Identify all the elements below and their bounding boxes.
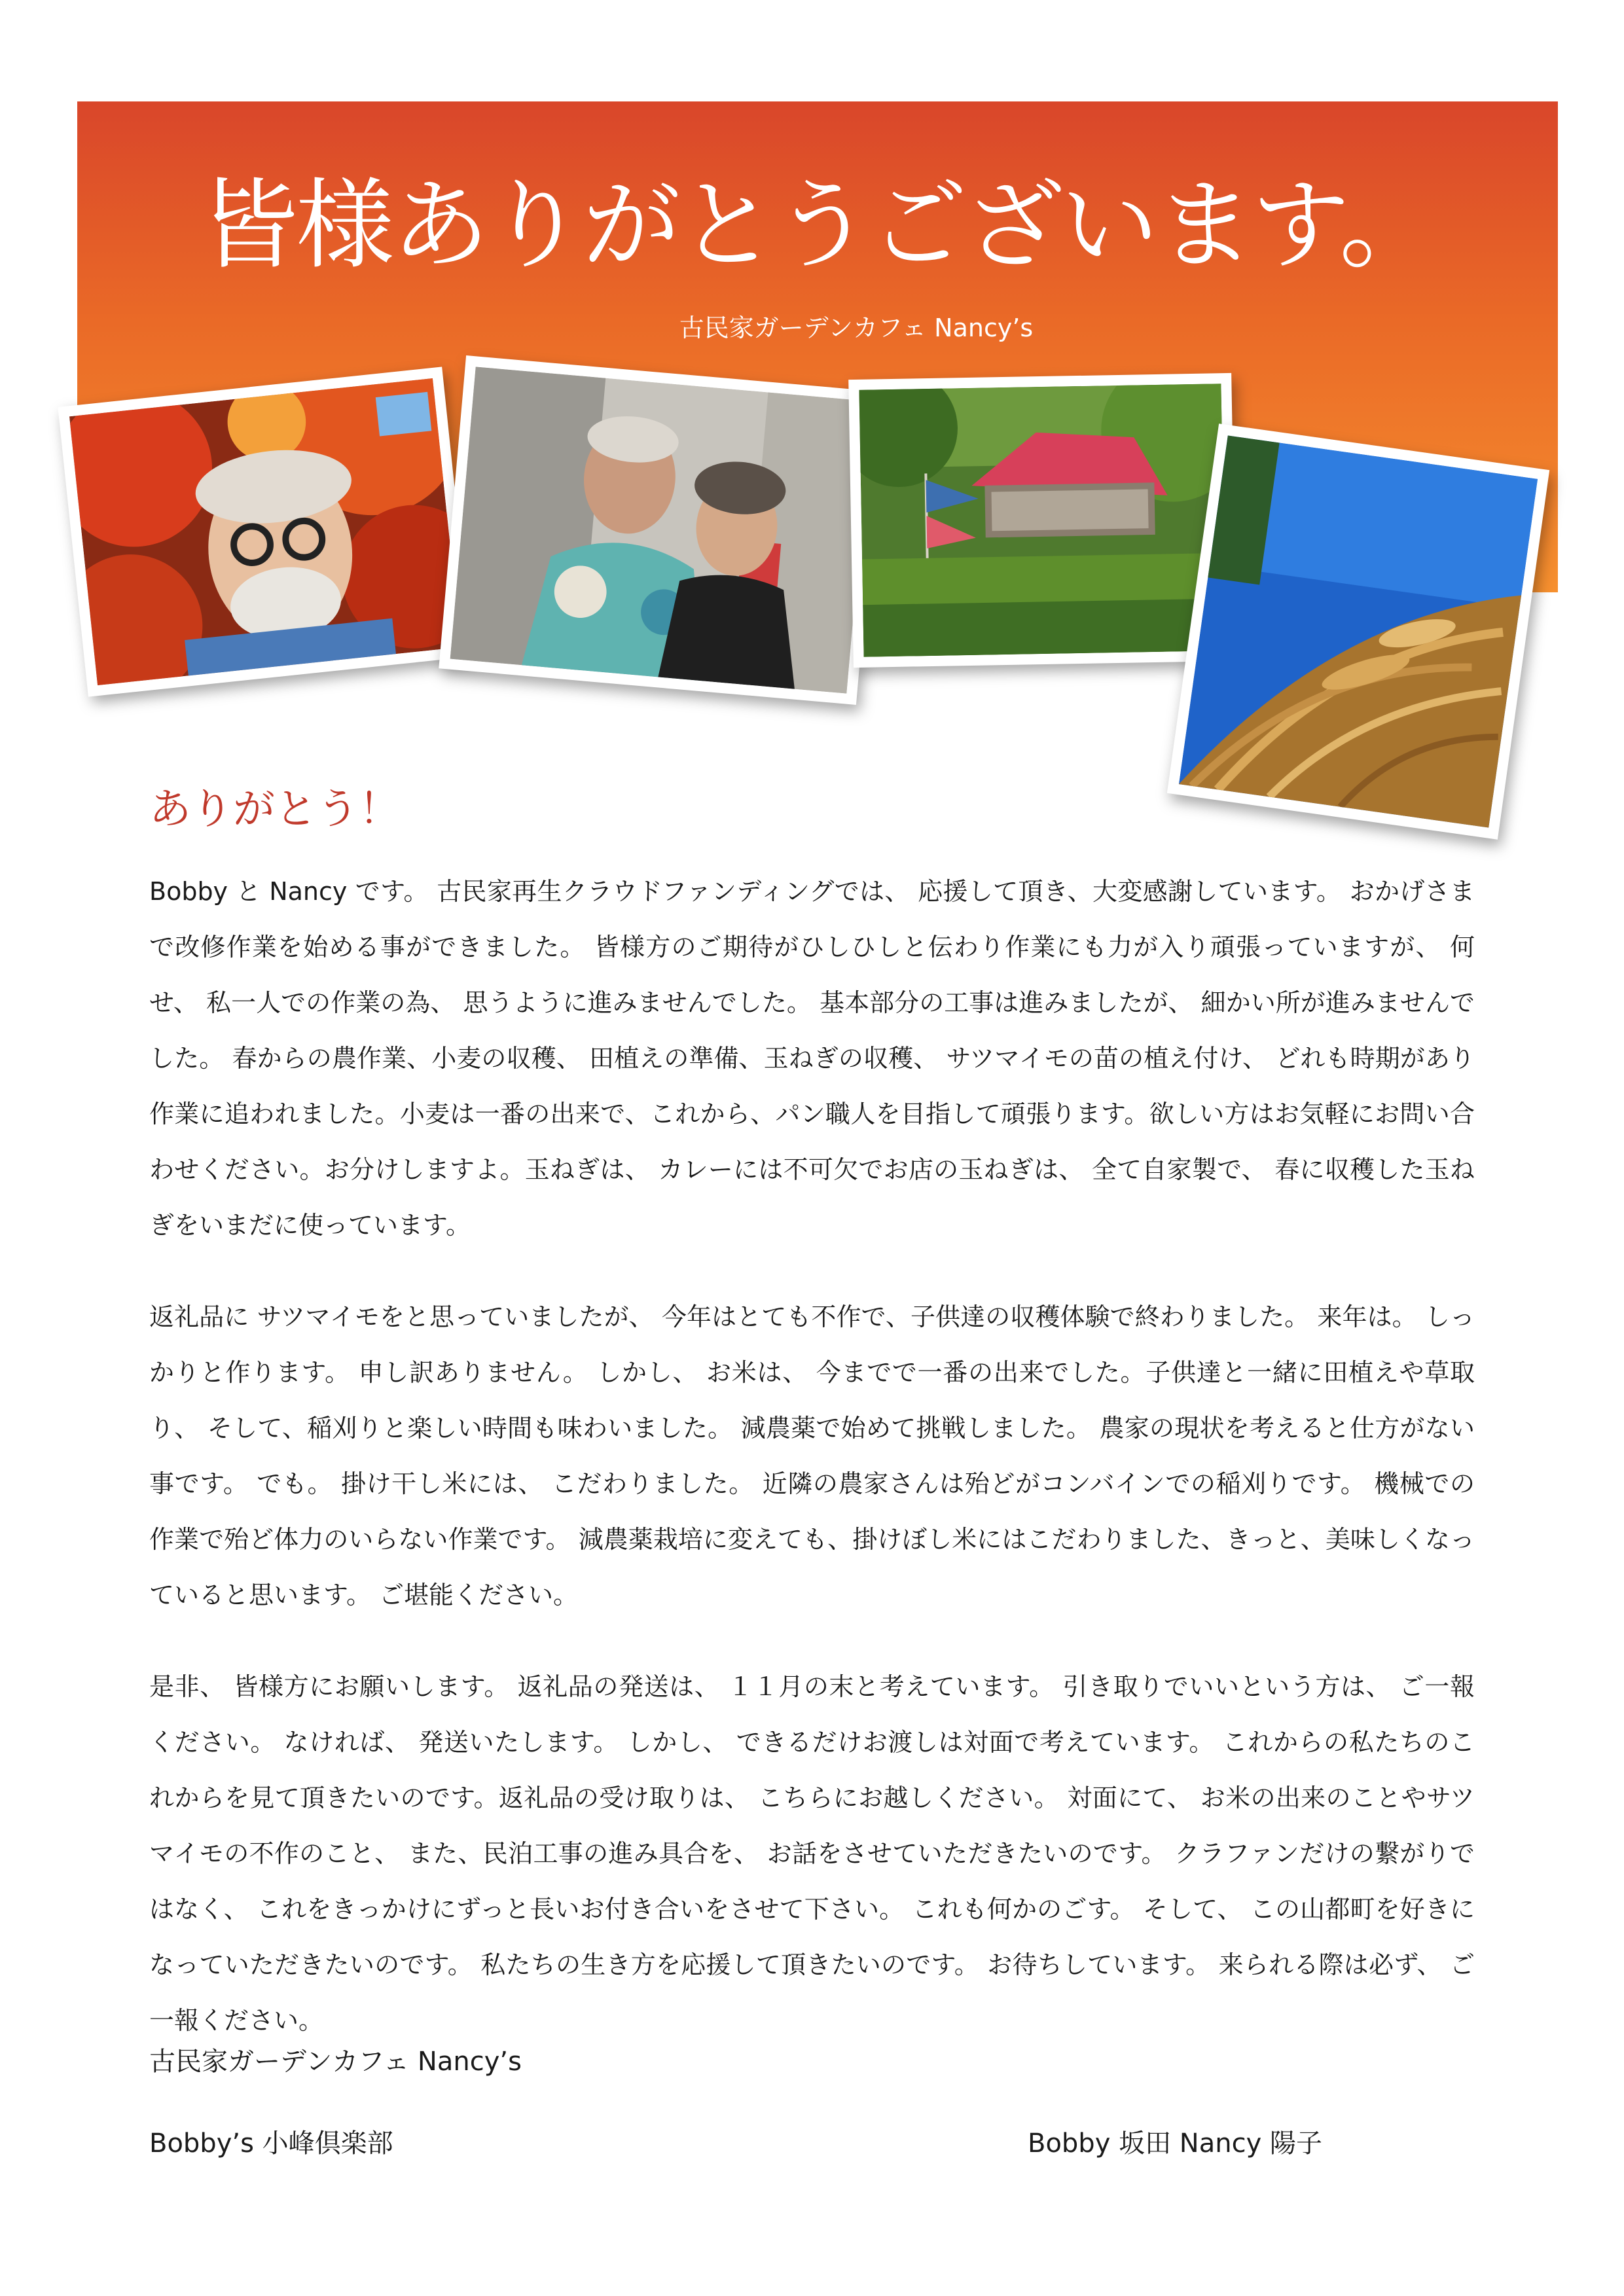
portrait-autumn-photo (58, 367, 472, 696)
footer-club-name: Bobby’s 小峰倶楽部 (149, 2128, 393, 2159)
paragraph-1: Bobby と Nancy です。 古民家再生クラウドファンディングでは、 応援して頂き、大変感謝しています。 おかげさまで改修作業を始める事ができました。 皆様方のご期待がひしひしと伝わり作業にも力が入り頑張っていますが、 何せ、 私一人での作業の為、 思うように進みませんでした。 基本部分の工事は進みましたが、 細かい所が進みませんでした。 春からの農作業、小麦の収穫、 田植えの準備、玉ねぎの収穫、 サツマイモの苗の植え付け、 どれも時期があり作業に追われました。小麦は一番の出来で、これから、パン職人を目指して頑張ります。欲しい方はお気軽にお問い合わせください。お分けしますよ。玉ねぎは、 カレーには不可欠でお店の玉ねぎは、 全て自家製で、 春に収穫した玉ねぎをいまだに使っています。 (149, 877, 1475, 1240)
page-title: 皆様ありがとうございます。 (200, 169, 1435, 283)
footer-cafe-name: 古民家ガーデンカフェ Nancy’s (149, 2047, 522, 2077)
farmhouse-photo (848, 373, 1236, 668)
couple-photo (439, 355, 883, 705)
rice-harvest-photo (1167, 423, 1549, 839)
footer-signature: Bobby 坂田 Nancy 陽子 (1028, 2128, 1322, 2159)
paragraph-3: 是非、 皆様方にお願いします。 返礼品の発送は、 １１月の末と考えています。 引き取りでいいという方は、 ご一報ください。 なければ、 発送いたします。 しかし、 できるだけお渡しは対面で考えています。 これからの私たちのこれからを見て頂きたいのです。返礼品の受け取りは、 こちらにお越しください。 対面にて、 お米の出来のことやサツマイモの不作のこと、 また、民泊工事の進み具合を、 お話をさせていただきたいのです。 クラファンだけの繋がりではなく、 これをきっかけにずっと長いお付き合いをさせて下さい。 これも何かのごす。 そして、 この山都町を好きになっていただきたいのです。 私たちの生き方を応援して頂きたいのです。 お待ちしています。 来られる際は必ず、 ご一報ください。 (149, 1672, 1475, 2035)
letter-body (149, 864, 1475, 2085)
section-heading: ありがとう！ (149, 785, 401, 834)
page-subtitle: 古民家ガーデンカフェ Nancy’s (679, 314, 1034, 342)
paragraph-2: 返礼品に サツマイモをと思っていましたが、 今年はとても不作で、子供達の収穫体験で終わりました。 来年は。 しっかりと作ります。 申し訳ありません。 しかし、 お米は、 今までで一番の出来でした。子供達と一緒に田植えや草取り、 そして、稲刈りと楽しい時間も味わいました。 減農薬で始めて挑戦しました。 農家の現状を考えると仕方がない事です。 でも。 掛け干し米には、 こだわりました。 近隣の農家さんは殆どがコンバインでの稲刈りです。 機械での作業で殆ど体力のいらない作業です。 減農薬栽培に変えても、掛けぼし米にはこだわりました、きっと、美味しくなっていると思います。 ご堪能ください。 (149, 1302, 1475, 1609)
